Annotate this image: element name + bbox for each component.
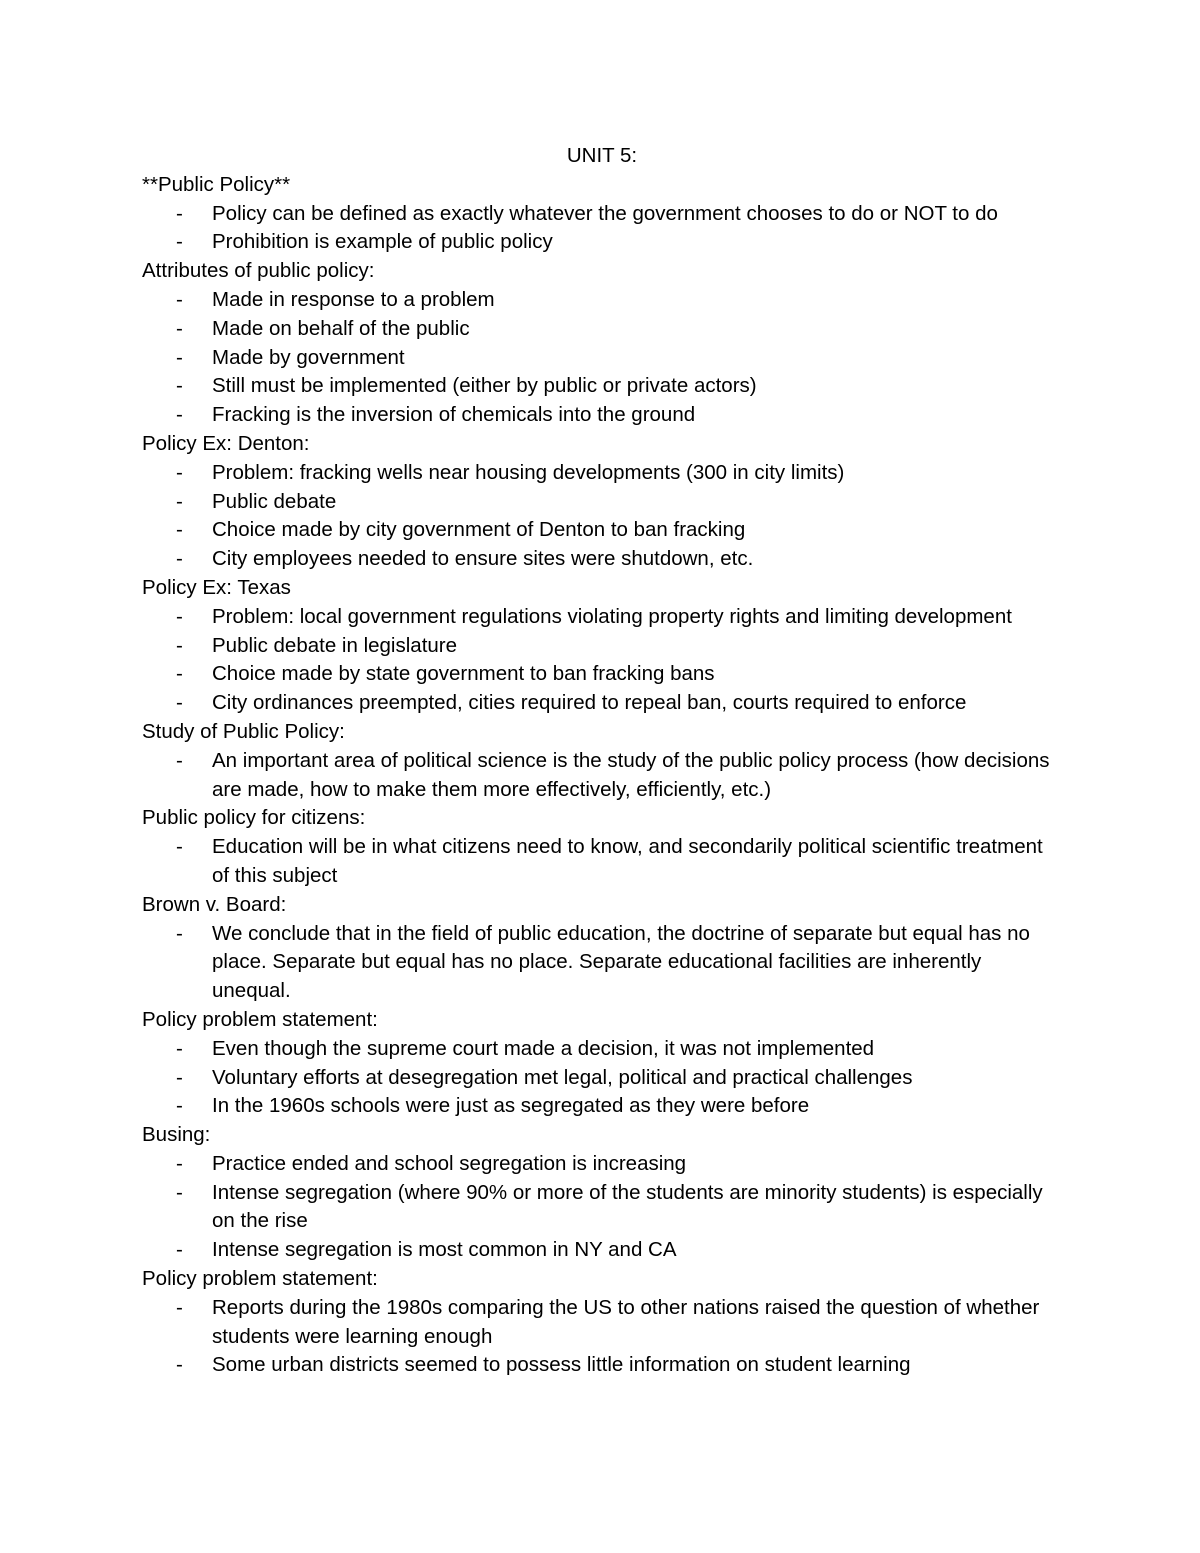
bullet-list bbox=[142, 286, 1062, 430]
bullet-list bbox=[142, 747, 1062, 805]
bullet-text: Choice made by state government to ban fracking bans bbox=[212, 662, 715, 686]
bullet-dash: - bbox=[176, 316, 183, 340]
section-heading: Policy Ex: Denton: bbox=[142, 431, 310, 455]
section-heading: Policy problem statement: bbox=[142, 1007, 378, 1031]
list-item bbox=[142, 545, 1062, 574]
bullet-list bbox=[142, 1150, 1062, 1265]
bullet-text: Policy can be defined as exactly whatever the government chooses to do or NOT to do bbox=[212, 201, 998, 225]
bullet-dash: - bbox=[176, 1353, 183, 1377]
list-item bbox=[142, 1294, 1062, 1352]
list-item bbox=[142, 228, 1062, 257]
list-item bbox=[142, 747, 1062, 805]
list-item bbox=[142, 833, 1062, 891]
section-heading: Public policy for citizens: bbox=[142, 806, 366, 830]
list-item bbox=[142, 286, 1062, 315]
list-item bbox=[142, 1351, 1062, 1380]
bullet-text: Choice made by city government of Denton to ban fracking bbox=[212, 518, 746, 542]
bullet-text: Intense segregation is most common in NY and CA bbox=[212, 1238, 677, 1262]
list-item bbox=[142, 1179, 1062, 1237]
bullet-text: Fracking is the inversion of chemicals into the ground bbox=[212, 403, 696, 427]
bullet-list bbox=[142, 459, 1062, 574]
bullet-list bbox=[142, 1035, 1062, 1121]
document-body bbox=[142, 142, 1062, 1380]
bullet-dash: - bbox=[176, 662, 183, 686]
list-item bbox=[142, 603, 1062, 632]
list-item bbox=[142, 372, 1062, 401]
bullet-dash: - bbox=[176, 345, 183, 369]
page-title: UNIT 5: bbox=[566, 144, 638, 167]
bullet-dash: - bbox=[176, 374, 183, 398]
list-item bbox=[142, 920, 1062, 1006]
section-heading: Attributes of public policy: bbox=[142, 259, 375, 283]
bullet-text: Public debate bbox=[212, 489, 337, 513]
section-heading: Study of Public Policy: bbox=[142, 719, 345, 743]
bullet-text: Even though the supreme court made a decision, it was not implemented bbox=[212, 1036, 875, 1060]
section-heading: **Public Policy** bbox=[142, 172, 291, 196]
list-item bbox=[142, 315, 1062, 344]
bullet-dash: - bbox=[176, 1180, 183, 1204]
bullet-dash: - bbox=[176, 1065, 183, 1089]
bullet-text: Made in response to a problem bbox=[212, 287, 495, 311]
list-item bbox=[142, 1092, 1062, 1121]
section-heading: Policy Ex: Texas bbox=[142, 575, 291, 599]
list-item bbox=[142, 200, 1062, 229]
bullet-text: Education will be in what citizens need to know, and secondarily political scientific treatment of this subject bbox=[212, 835, 1043, 887]
bullet-text: Practice ended and school segregation is increasing bbox=[212, 1151, 687, 1175]
bullet-text: Problem: local government regulations violating property rights and limiting development bbox=[212, 604, 1012, 628]
bullet-text: We conclude that in the field of public education, the doctrine of separate but equal has no place. Separate but equal has no place. Separate educational facilities are inherently unequal. bbox=[212, 921, 1030, 1003]
list-item bbox=[142, 459, 1062, 488]
list-item bbox=[142, 344, 1062, 373]
bullet-text: Problem: fracking wells near housing developments (300 in city limits) bbox=[212, 460, 845, 484]
bullet-dash: - bbox=[176, 1238, 183, 1262]
bullet-text: An important area of political science is the study of the public policy process (how decisions are made, how to make them more effectively, efficiently, etc.) bbox=[212, 748, 1050, 801]
bullet-dash: - bbox=[176, 201, 183, 225]
list-item bbox=[142, 660, 1062, 689]
sections-container bbox=[142, 171, 1062, 1380]
bullet-list bbox=[142, 920, 1062, 1006]
list-item bbox=[142, 401, 1062, 430]
bullet-list bbox=[142, 200, 1062, 258]
bullet-dash: - bbox=[176, 1151, 183, 1175]
list-item bbox=[142, 632, 1062, 661]
bullet-list bbox=[142, 1294, 1062, 1380]
bullet-dash: - bbox=[176, 489, 183, 513]
bullet-text: Prohibition is example of public policy bbox=[212, 230, 553, 254]
bullet-dash: - bbox=[176, 518, 183, 542]
bullet-dash: - bbox=[176, 691, 183, 715]
bullet-dash: - bbox=[176, 287, 183, 311]
bullet-list bbox=[142, 603, 1062, 718]
list-item bbox=[142, 516, 1062, 545]
bullet-text: Voluntary efforts at desegregation met legal, political and practical challenges bbox=[212, 1065, 913, 1089]
bullet-text: City employees needed to ensure sites were shutdown, etc. bbox=[212, 547, 754, 571]
bullet-text: Intense segregation (where 90% or more of the students are minority students) is especially on the rise bbox=[212, 1180, 1043, 1233]
bullet-text: Public debate in legislature bbox=[212, 633, 458, 657]
bullet-dash: - bbox=[176, 547, 183, 571]
bullet-dash: - bbox=[176, 748, 183, 772]
bullet-dash: - bbox=[176, 921, 183, 945]
section-heading: Policy problem statement: bbox=[142, 1267, 378, 1291]
bullet-dash: - bbox=[176, 1295, 183, 1319]
bullet-text: Still must be implemented (either by public or private actors) bbox=[212, 374, 757, 398]
bullet-text: Made by government bbox=[212, 345, 405, 369]
list-item bbox=[142, 689, 1062, 718]
bullet-text: Some urban districts seemed to possess little information on student learning bbox=[212, 1353, 911, 1377]
bullet-text: Made on behalf of the public bbox=[212, 316, 470, 340]
bullet-dash: - bbox=[176, 633, 183, 657]
bullet-dash: - bbox=[176, 230, 183, 254]
bullet-dash: - bbox=[176, 604, 183, 628]
list-item bbox=[142, 488, 1062, 517]
bullet-text: Reports during the 1980s comparing the US to other nations raised the question of whether students were learning enough bbox=[212, 1295, 1040, 1348]
list-item bbox=[142, 1064, 1062, 1093]
section-heading: Brown v. Board: bbox=[142, 892, 287, 916]
list-item bbox=[142, 1150, 1062, 1179]
list-item bbox=[142, 1035, 1062, 1064]
bullet-dash: - bbox=[176, 1094, 183, 1118]
bullet-list bbox=[142, 833, 1062, 891]
list-item bbox=[142, 1236, 1062, 1265]
bullet-dash: - bbox=[176, 403, 183, 427]
bullet-text: City ordinances preempted, cities required to repeal ban, courts required to enforce bbox=[212, 691, 967, 715]
bullet-dash: - bbox=[176, 835, 183, 859]
bullet-dash: - bbox=[176, 1036, 183, 1060]
bullet-text: In the 1960s schools were just as segregated as they were before bbox=[212, 1094, 810, 1118]
section-heading: Busing: bbox=[142, 1123, 211, 1147]
bullet-dash: - bbox=[176, 460, 183, 484]
